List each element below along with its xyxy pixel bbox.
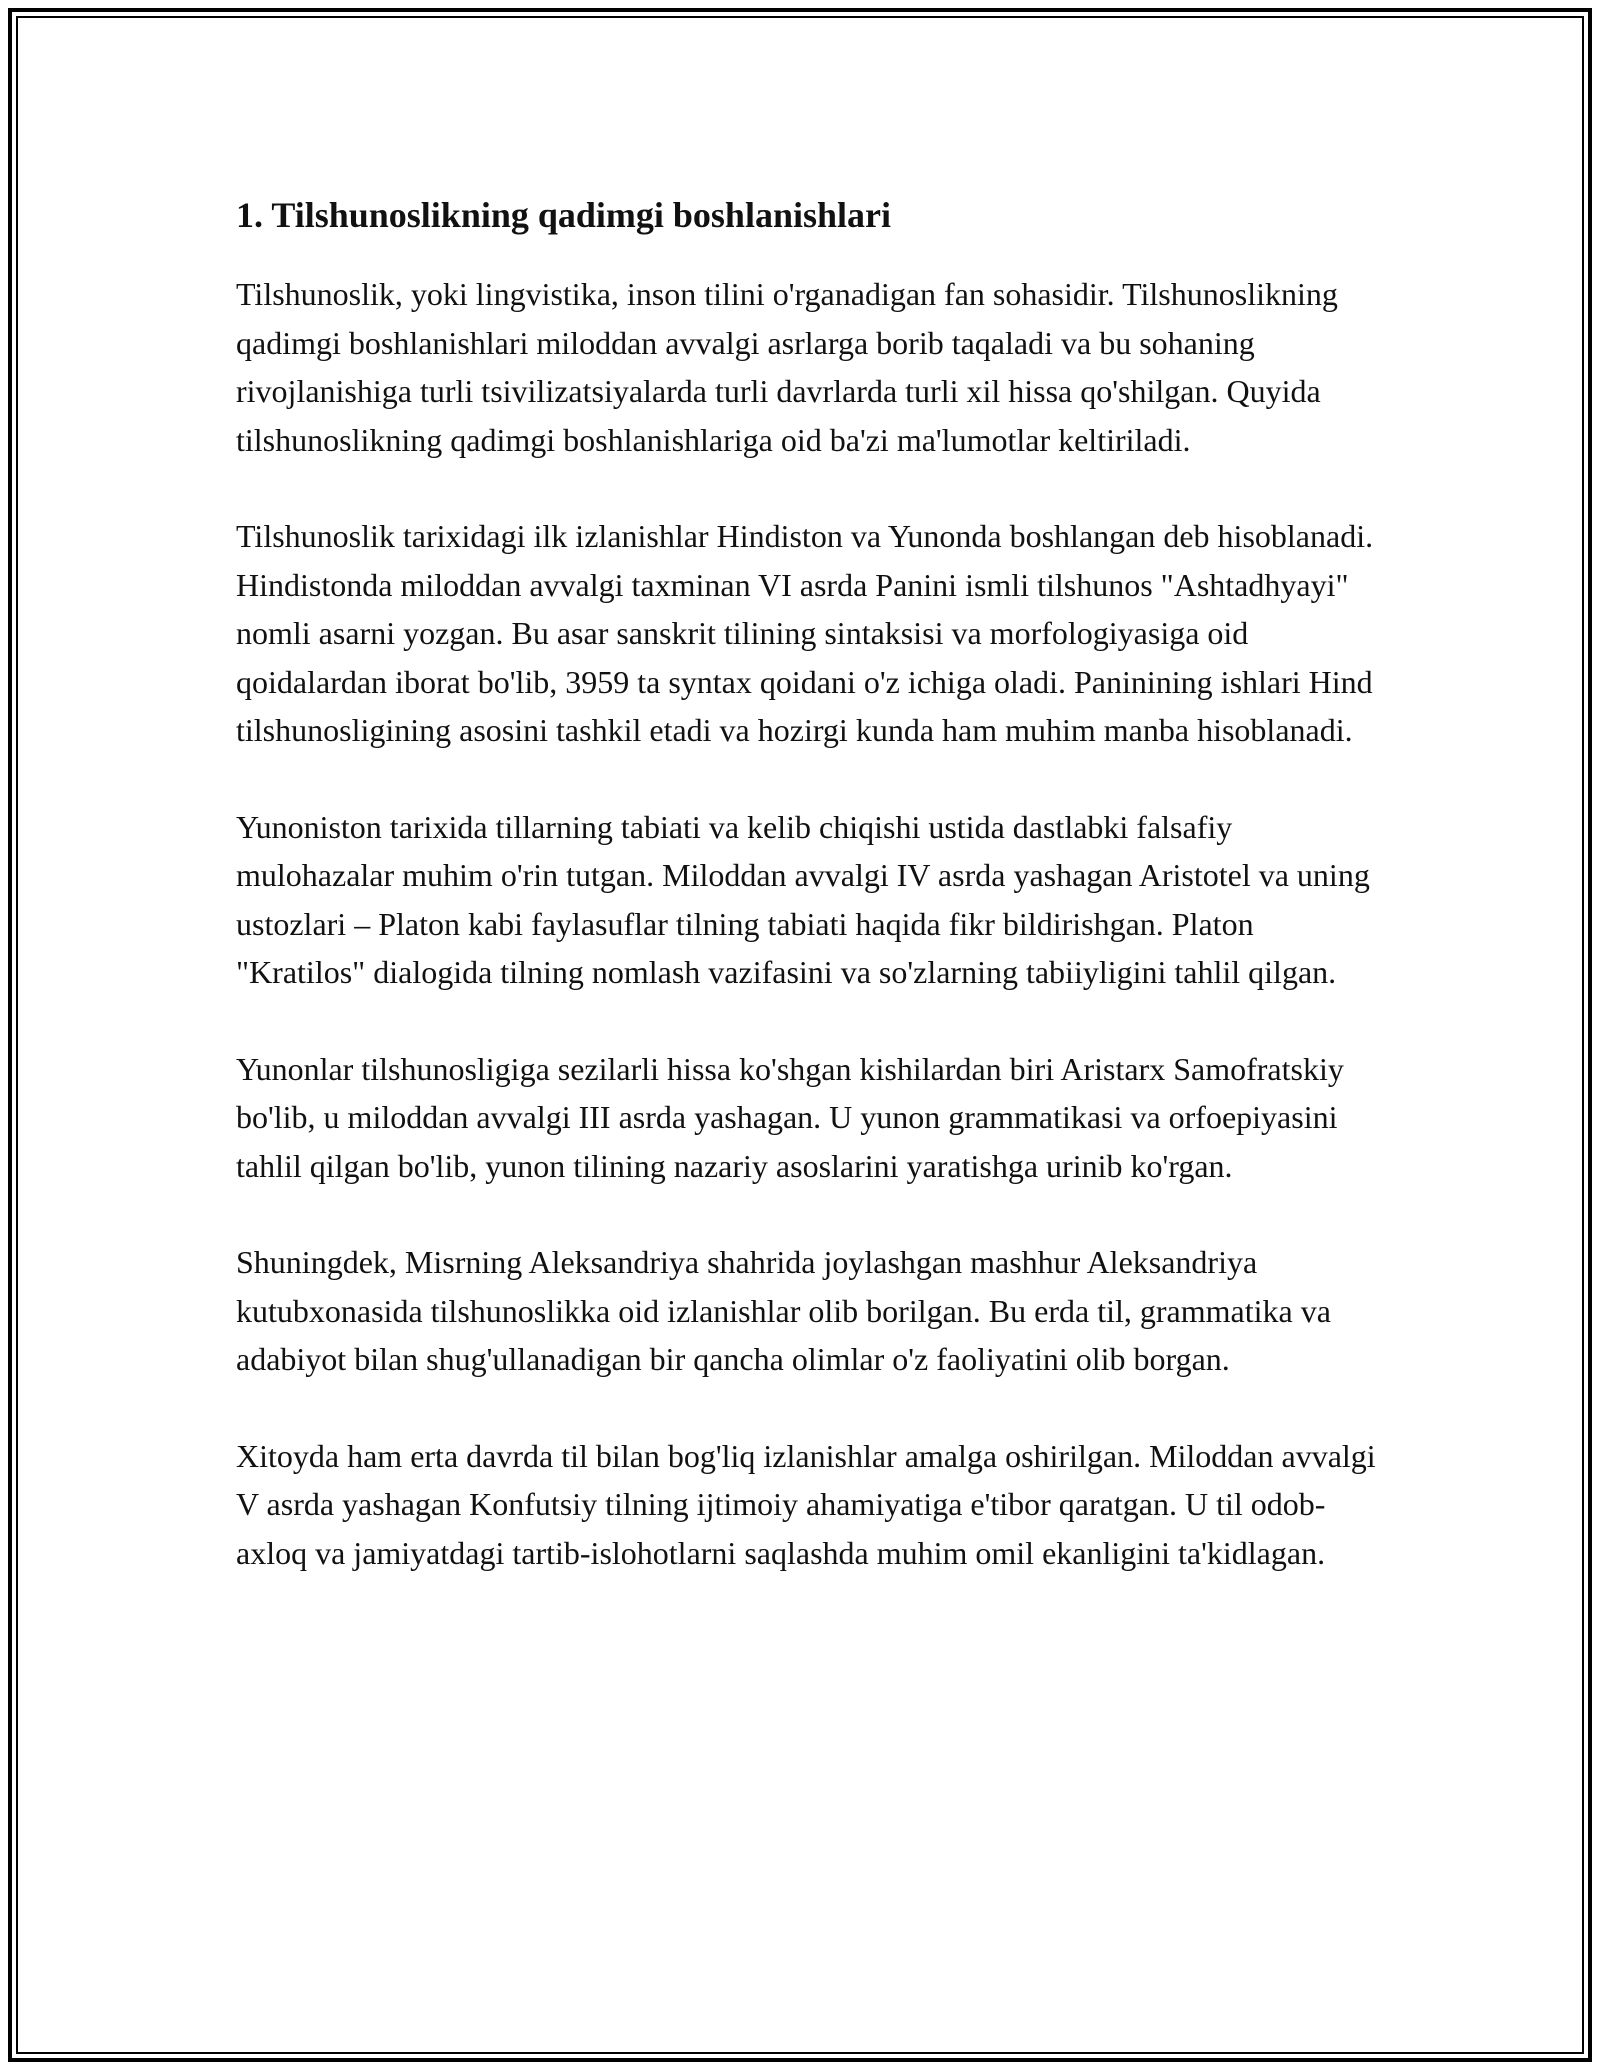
paragraph-alexandria: Shuningdek, Misrning Aleksandriya shahrida joylashgan mashhur Aleksandriya kutubxonasida tilshunoslikka oid izlanishlar olib borilgan. Bu erda til, grammatika va adabiyot bilan shug'ullanadigan bir qancha olimlar o'z faoliyatini olib borgan. bbox=[236, 1244, 1331, 1377]
paragraph-intro: Tilshunoslik, yoki lingvistika, inson tilini o'rganadigan fan sohasidir. Tilshunoslikning qadimgi boshlanishlari miloddan avvalgi asrlarga borib taqaladi va bu sohaning rivojlanishiga turli tsivilizatsiyalarda turli davrlarda turli xil hissa qo'shilgan. Quyida tilshunoslikning qadimgi boshlanishlariga oid ba'zi ma'lumotlar keltiriladi. bbox=[236, 276, 1338, 458]
paragraph-india: Tilshunoslik tarixidagi ilk izlanishlar Hindiston va Yunonda boshlangan deb hisoblanadi. Hindistonda miloddan avvalgi taxminan VI asrda Panini ismli tilshunos "Ashtadhyayi" nomli asarni yozgan. Bu asar sanskrit tilining sintaksisi va morfologiyasiga oid qoidalardan iborat bo'lib, 3959 ta syntax qoidani o'z ichiga oladi. Paninining ishlari Hind tilshunosligining asosini tashkil etadi va hozirgi kunda ham muhim manba hisoblanadi. bbox=[236, 518, 1374, 748]
paragraph-china: Xitoyda ham erta davrda til bilan bog'liq izlanishlar amalga oshirilgan. Miloddan avvalgi V asrda yashagan Konfutsiy tilning ijtimoiy ahamiyatiga e'tibor qaratgan. U til odob-axloq va jamiyatdagi tartib-islohotlarni saqlashda muhim omil ekanligini ta'kidlagan. bbox=[236, 1437, 1376, 1571]
paragraph-greece: Yunoniston tarixida tillarning tabiati va kelib chiqishi ustida dastlabki falsafiy mulohazalar muhim o'rin tutgan. Miloddan avvalgi IV asrda yashagan Aristotel va uning ustozlari – Platon kabi faylasuflar tilning tabiati haqida fikr bildirishgan. Platon "Kratilos" dialogida tilning nomlash vazifasini va so'zlarning tabiiyligini tahlil qilgan. bbox=[236, 808, 1370, 990]
paragraph-aristarchus: Yunonlar tilshunosligiga sezilarli hissa ko'shgan kishilardan biri Aristarx Samofratskiy bo'lib, u miloddan avvalgi III asrda yashagan. U yunon grammatikasi va orfoepiyasini tahlil qilgan bo'lib, yunon tilining nazariy asoslarini yaratishga urinib ko'rgan. bbox=[236, 1050, 1344, 1184]
document-body bbox=[236, 186, 1376, 1625]
section-heading: 1. Tilshunoslikning qadimgi boshlanishlari bbox=[236, 195, 891, 235]
